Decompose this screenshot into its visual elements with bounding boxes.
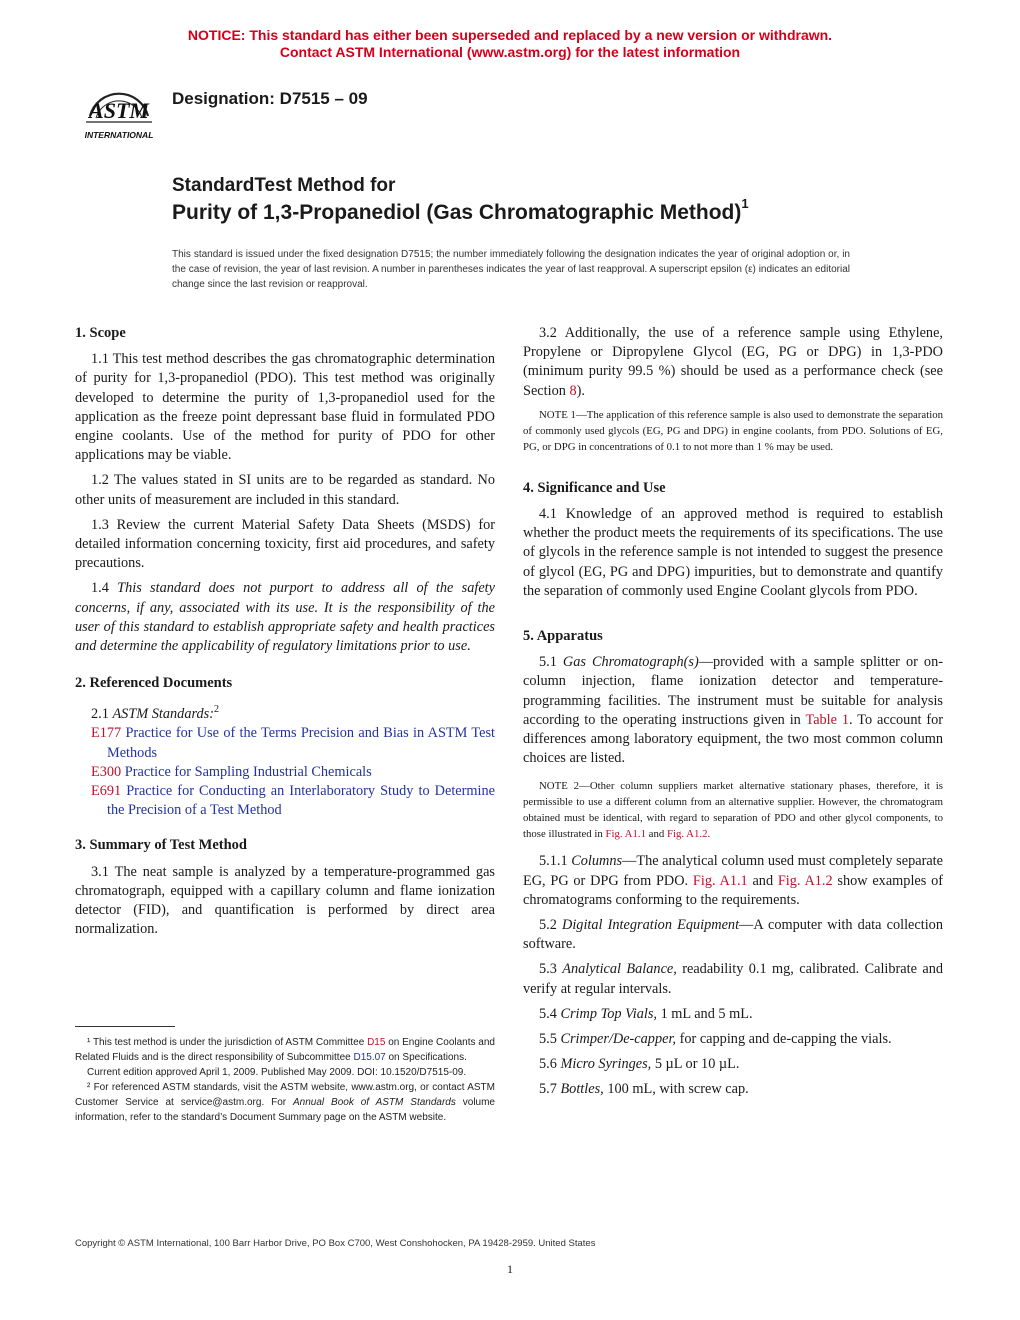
apparatus-5-1-1-num: 5.1.1 <box>539 853 572 870</box>
apparatus-5-6-num: 5.6 <box>539 1056 561 1073</box>
apparatus-5-6-text: 5 µL or 10 µL. <box>651 1056 740 1073</box>
fig-a1-2-link-note[interactable]: Fig. A1.2 <box>666 828 708 841</box>
apparatus-5-1-1-and: and <box>747 872 778 889</box>
apparatus-5-7 <box>523 1080 943 1099</box>
apparatus-5-4-num: 5.4 <box>539 1005 561 1022</box>
issued-statement: This standard is issued under the fixed designation D7515; the number immediately following the designation indicates the year of original adoption or, in the case of revision, the year of last revision. A number in parentheses indicates the year of last reapproval. A superscript epsilon (ε) indicates an editorial change since the last revision or reapproval. <box>172 249 850 290</box>
scope-1-4-text: This standard does not purport to address all of the safety concerns, if any, associated with its use. It is the responsibility of the user of this standard to establish appropriate safety and health practices and determine the applicability of regulatory limitations prior to use. <box>75 580 495 655</box>
apparatus-5-7-label: Bottles, <box>560 1081 604 1098</box>
fig-a1-1-link[interactable]: Fig. A1.1 <box>692 872 748 889</box>
footnote-2 <box>75 1080 495 1125</box>
footnote-1 <box>75 1035 495 1065</box>
note-1: NOTE 1—The application of this reference sample is also used to demonstrate the separation of commonly used glycols (EG, PG and DPG) in engine coolants, from PDO. Solutions of EG, PG, or DPG in concentrations of 0.1 to not more than 1 % may be used. <box>523 408 943 453</box>
apparatus-5-3-num: 5.3 <box>539 961 563 978</box>
notice-banner <box>0 27 1020 61</box>
section-apparatus-heading: 5. Apparatus <box>523 628 603 645</box>
apparatus-5-3-label: Analytical Balance, <box>562 961 677 978</box>
right-column <box>523 324 943 1106</box>
apparatus-5-2-text: —A computer with data collection software. <box>523 917 943 953</box>
ref-e177[interactable] <box>75 724 495 762</box>
footnote-rule <box>75 1026 175 1027</box>
footnote-2-text-a: ² For referenced ASTM standards, visit the ASTM website, www.astm.org, or contact ASTM Customer Service at service@astm.org. For <box>75 1082 495 1108</box>
ref-e177-code[interactable]: E177 <box>91 725 122 742</box>
ref-e691-title[interactable]: Practice for Conducting an Interlaboratory Study to Determine the Precision of a Test Method <box>107 783 495 819</box>
apparatus-5-1-1-text: —The analytical column used must completely separate EG, PG or DPG from PDO. <box>523 853 944 889</box>
title-footnote-mark: 1 <box>741 196 749 211</box>
referenced-2-1-num: 2.1 <box>91 706 113 723</box>
ref-e300-title[interactable]: Practice for Sampling Industrial Chemicals <box>121 763 372 780</box>
ref-e691[interactable] <box>75 782 495 820</box>
footnotes <box>75 1035 495 1125</box>
footnote-1-text-a: ¹ This test method is under the jurisdiction of ASTM Committee <box>87 1037 368 1048</box>
referenced-2-1-label: ASTM Standards: <box>112 706 214 723</box>
footnote-1-text-b: on Engine Coolants and Related Fluids and is the direct responsibility of Subcommittee <box>75 1037 495 1063</box>
summary-3-1: 3.1 The neat sample is analyzed by a temperature-programmed gas chromatograph, equipped with a capillary column and flame ionization detector (FID), and quantification is performed by direct area normalization. <box>75 863 495 938</box>
section-8-link[interactable]: 8 <box>569 382 577 399</box>
apparatus-5-2-label: Digital Integration Equipment <box>562 917 740 934</box>
apparatus-5-5-label: Crimper/De-capper, <box>560 1031 677 1048</box>
apparatus-5-4-text: 1 mL and 5 mL. <box>657 1005 753 1022</box>
summary-3-2-text: 3.2 Additionally, the use of a reference sample using Ethylene, Propylene or Dipropylene Glycol (EG, PG or DPG) in 1,3-PDO (minimum purity 99.5 %) should be used as a performance check (see Section <box>523 325 943 399</box>
footnote-1-approval: Current edition approved April 1, 2009. Published May 2009. DOI: 10.1520/D7515-09. <box>87 1067 467 1078</box>
scope-1-4 <box>75 579 495 656</box>
ref-e177-title[interactable]: Practice for Use of the Terms Precision and Bias in ASTM Test Methods <box>107 725 495 761</box>
apparatus-5-5-num: 5.5 <box>539 1031 561 1048</box>
apparatus-5-1-1-end: show examples of chromatograms conforming to the requirements. <box>523 872 943 908</box>
apparatus-5-2-num: 5.2 <box>539 917 562 934</box>
apparatus-5-3 <box>523 960 943 998</box>
apparatus-5-4 <box>523 1005 943 1024</box>
notice-line-2: Contact ASTM International (www.astm.org) for the latest information <box>279 44 741 60</box>
note-2-text: NOTE 2—Other column suppliers market alternative stationary phases, therefore, it is permissible to use a different column from an alternative supplier. However, the chromatogram obtained must be identical, with regard to separation of PDO and other glycol components, to those illustrated in <box>523 780 943 841</box>
footnote-1-text-c: on Specifications. <box>385 1052 467 1063</box>
table-1-link[interactable]: Table 1 <box>805 711 850 728</box>
title-line-1: StandardTest Method for <box>172 175 396 196</box>
apparatus-5-7-num: 5.7 <box>539 1081 561 1098</box>
summary-3-2-end: ). <box>576 382 585 399</box>
section-summary-heading: 3. Summary of Test Method <box>75 837 247 854</box>
footnote-2-text-b: volume information, refer to the standard’s Document Summary page on the ASTM website. <box>75 1097 495 1123</box>
ref-e691-code[interactable]: E691 <box>91 783 122 800</box>
logo-text: ASTM <box>89 98 149 123</box>
note-2-end: . <box>707 828 711 841</box>
section-significance-heading: 4. Significance and Use <box>523 479 666 496</box>
footnote-2-book: Annual Book of ASTM Standards <box>293 1097 456 1108</box>
scope-1-2: 1.2 The values stated in SI units are to be regarded as standard. No other units of measurement are included in this standard. <box>75 472 495 508</box>
apparatus-5-1-end: . To account for differences among laboratory equipment, the two most common column choices are listed. <box>523 711 943 767</box>
page-number: 1 <box>507 1262 513 1276</box>
apparatus-5-6 <box>523 1055 943 1074</box>
apparatus-5-5-text: for capping and de-capping the vials. <box>676 1031 892 1048</box>
significance-4-1: 4.1 Knowledge of an approved method is required to establish whether the product meets the requirements of its specifications. The use of glycols in the reference sample is not intended to suggest the presence of glycol (EG, PG and DPG) impurities, but to demonstrate and quantify the separation of commonly used Engine Coolant glycols from PDO. <box>523 506 943 599</box>
referenced-2-1-sup: 2 <box>214 704 219 716</box>
notice-line-1: NOTICE: This standard has either been superseded and replaced by a new version or withdrawn. <box>187 27 833 43</box>
apparatus-5-1-text: —provided with a sample splitter or on-column injection, flame ionization detector and temperature-programming facilities. The instrument must be suitable for analysis according to the operating instructions given in <box>523 654 943 728</box>
title-text: Purity of 1,3-Propanediol (Gas Chromatographic Method) <box>172 201 742 224</box>
title-line-2 <box>172 196 749 225</box>
apparatus-5-2 <box>523 916 943 954</box>
apparatus-5-1-label: Gas Chromatograph(s) <box>562 654 699 671</box>
copyright: Copyright © ASTM International, 100 Barr Harbor Drive, PO Box C700, West Conshohocken, PA 19428-2959. United States <box>75 1238 596 1249</box>
scope-1-4-num: 1.4 <box>91 580 118 597</box>
footnote-link-d15[interactable]: D15 <box>367 1037 386 1048</box>
scope-1-1: 1.1 This test method describes the gas chromatographic determination of purity for 1,3-propanediol (PDO). This test method was originally developed to determine the purity of 1,3-propanediol used for the application as the freeze point depressant base fluid in formulated PDO engine coolants. Use of the method for purity of PDO for other applications may be viable. <box>75 351 495 464</box>
note-2 <box>523 778 943 842</box>
fig-a1-1-link-note[interactable]: Fig. A1.1 <box>605 828 646 841</box>
apparatus-5-4-label: Crimp Top Vials, <box>560 1005 657 1022</box>
footnote-link-d15-07[interactable]: D15.07 <box>353 1052 386 1063</box>
apparatus-5-1-1-label: Columns <box>571 853 623 870</box>
summary-3-2 <box>523 324 943 401</box>
designation: Designation: D7515 – 09 <box>172 89 368 108</box>
fig-a1-2-link[interactable]: Fig. A1.2 <box>777 872 833 889</box>
section-scope-heading: 1. Scope <box>75 325 126 341</box>
referenced-2-1 <box>75 700 495 724</box>
apparatus-5-5 <box>523 1030 943 1049</box>
apparatus-5-3-text: readability 0.1 mg, calibrated. Calibrate and verify at regular intervals. <box>523 961 944 997</box>
scope-1-3: 1.3 Review the current Material Safety Data Sheets (MSDS) for detailed information concerning toxicity, first aid procedures, and safety precautions. <box>75 516 495 572</box>
astm-logo <box>76 72 162 144</box>
logo-subtext: INTERNATIONAL <box>84 130 154 140</box>
apparatus-5-6-label: Micro Syringes, <box>560 1056 652 1073</box>
ref-e300[interactable] <box>75 763 495 782</box>
apparatus-5-1-1 <box>523 852 943 910</box>
apparatus-5-7-text: 100 mL, with screw cap. <box>603 1081 749 1098</box>
left-column <box>75 324 495 945</box>
apparatus-5-1 <box>523 653 943 768</box>
note-2-and: and <box>645 828 667 841</box>
ref-e300-code[interactable]: E300 <box>91 763 122 780</box>
apparatus-5-1-num: 5.1 <box>539 654 563 671</box>
section-referenced-heading: 2. Referenced Documents <box>75 675 233 692</box>
